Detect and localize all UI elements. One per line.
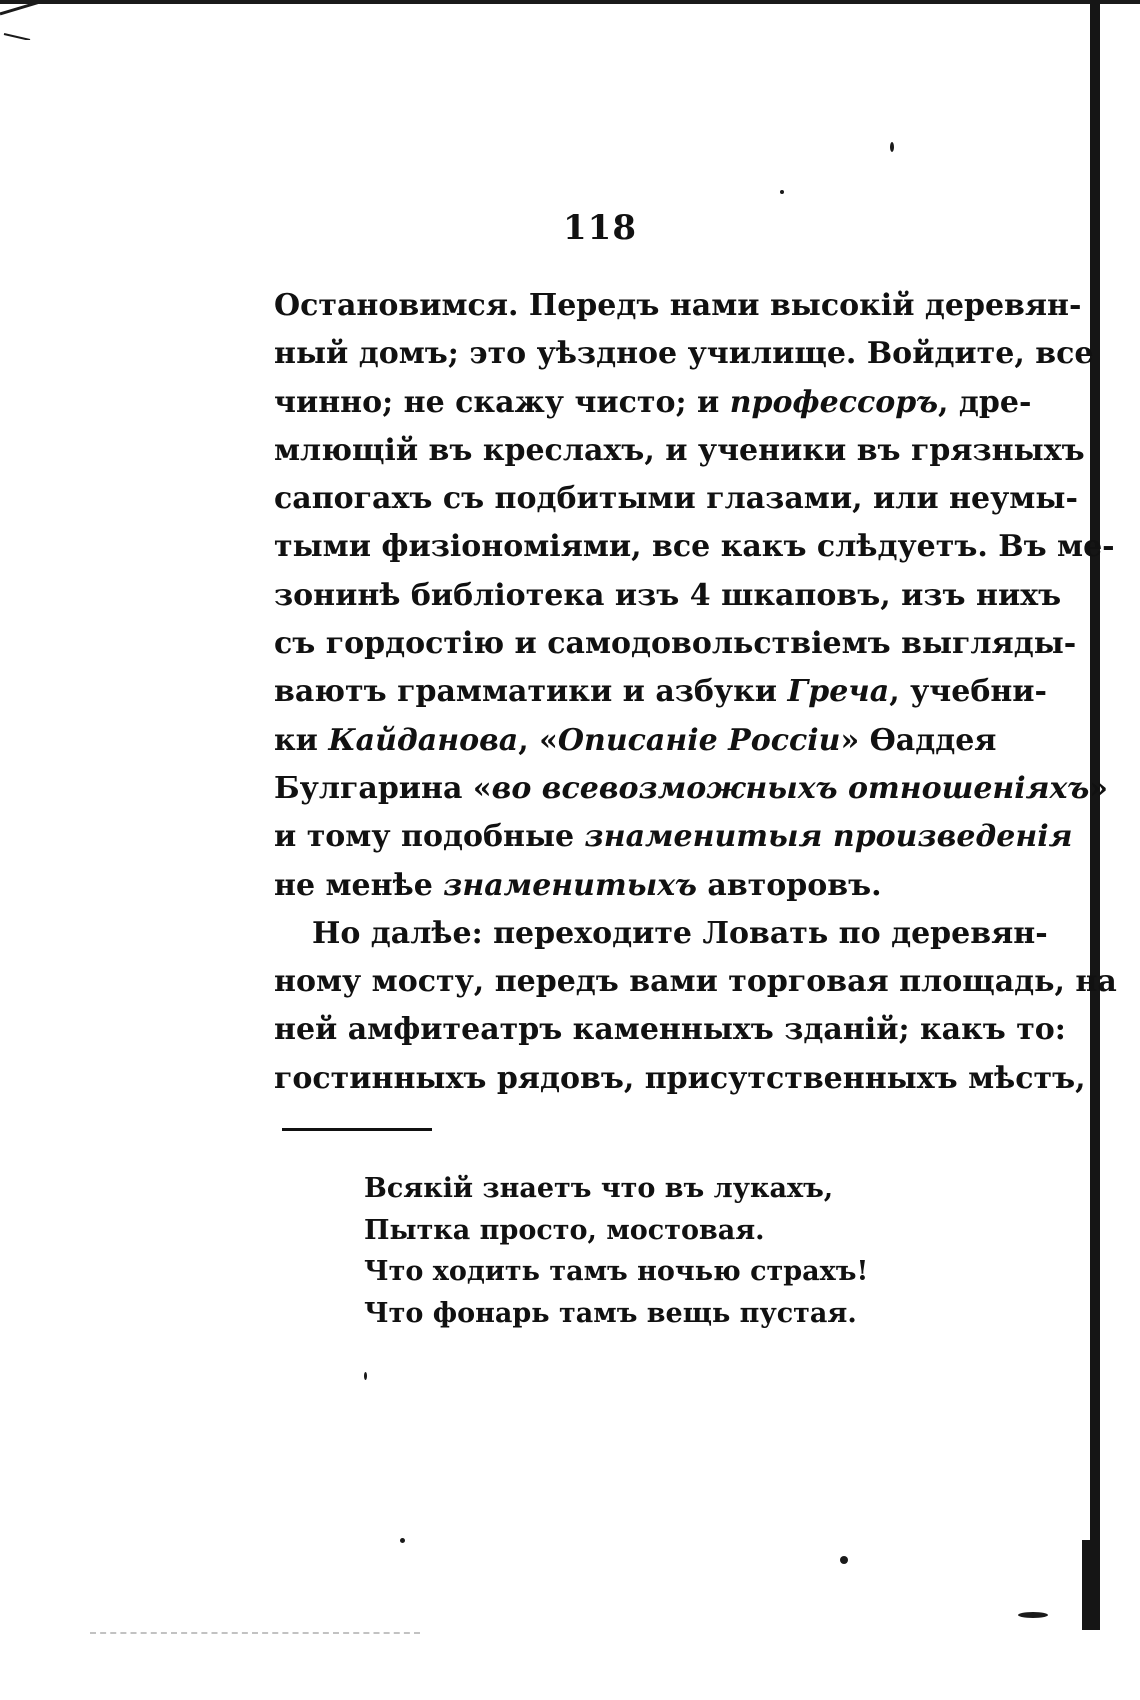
text-line: [274, 330, 1094, 378]
scan-speck: [840, 1556, 848, 1564]
text-segment: » Ѳаддея: [840, 722, 997, 758]
text-segment: , учебни-: [889, 674, 1047, 710]
text-line: [274, 1006, 1066, 1054]
text-segment: съ гордостію и самодовольствіемъ выгляды-: [274, 626, 1077, 662]
text-segment: Булгарина «: [274, 770, 492, 806]
text-segment: авторовъ.: [696, 867, 882, 903]
footnote-line: Что ходить тамъ ночью страхъ!: [364, 1256, 869, 1287]
footnote-line: Всякій знаетъ что въ лукахъ,: [364, 1173, 834, 1204]
text-segment: ней амфитеатръ каменныхъ зданій; какъ то:: [274, 1012, 1066, 1048]
footnote-line: Пытка просто, мостовая.: [364, 1214, 765, 1246]
scan-bottom-smudge: [90, 1632, 420, 1636]
text-line: [274, 813, 1073, 861]
italic-text-segment: Описаніе Россіи: [557, 722, 841, 758]
scan-speck: [400, 1538, 405, 1543]
text-line: [274, 1055, 1086, 1103]
text-segment: не менѣе: [274, 867, 444, 903]
text-segment: ному мосту, передъ вами торговая площадь, на: [274, 964, 1117, 1000]
italic-text-segment: знаменитыхъ: [443, 867, 697, 903]
italic-text-segment: знаменитыя произведенія: [584, 819, 1073, 855]
text-segment: »: [1089, 770, 1109, 806]
italic-text-segment: во всевозможныхъ отношеніяхъ: [491, 770, 1090, 806]
text-segment: чинно; не скажу чисто; и: [274, 384, 730, 420]
text-segment: Остановимся. Передъ нами высокій деревян-: [274, 288, 1082, 323]
page-number: 118: [563, 208, 637, 248]
scan-edge-top: [0, 0, 1140, 4]
text-segment: гостинныхъ рядовъ, присутственныхъ мѣстъ,: [274, 1060, 1086, 1096]
text-segment: Но далѣе: переходите Ловать по деревян-: [312, 915, 1048, 951]
text-segment: сапогахъ съ подбитыми глазами, или неумы-: [274, 481, 1078, 517]
italic-text-segment: Кайданова: [328, 722, 519, 758]
text-line: [274, 765, 1109, 813]
text-segment: зонинѣ библіотека изъ 4 шкаповъ, изъ нихъ: [274, 577, 1062, 613]
scan-speck: [890, 142, 894, 152]
text-segment: ный домъ; это уѣздное училище. Войдите, все: [274, 336, 1094, 372]
text-segment: ки: [274, 722, 329, 758]
scan-speck: [1018, 1612, 1048, 1618]
text-line: [274, 717, 997, 765]
footnote-line: Что фонарь тамъ вещь пустая.: [364, 1297, 857, 1329]
italic-text-segment: профессоръ: [729, 384, 939, 420]
text-segment: , «: [518, 722, 558, 758]
footnote-separator-rule: [282, 1128, 432, 1131]
text-segment: тыми физіономіями, все какъ слѣдуетъ. Въ ме-: [274, 529, 1115, 565]
text-line: [274, 427, 1085, 475]
text-line: [274, 958, 1117, 1006]
text-line: [274, 620, 1077, 668]
text-line: [274, 523, 1115, 571]
scan-speck: [780, 190, 784, 194]
text-line: [274, 282, 1082, 330]
text-line: [274, 910, 1048, 958]
text-segment: , дре-: [938, 384, 1032, 420]
footnote-verse: [364, 1168, 868, 1334]
text-line: [274, 572, 1062, 620]
italic-text-segment: Греча: [787, 674, 890, 710]
text-line: [274, 668, 1047, 716]
main-text-body: [274, 282, 1117, 1103]
text-line: [274, 862, 934, 910]
text-segment: млющій въ креслахъ, и ученики въ грязныхъ: [274, 432, 1085, 468]
text-segment: и тому подобные: [274, 819, 585, 855]
scan-edge-right-lower: [1082, 1540, 1100, 1630]
text-segment: ваютъ грамматики и азбуки: [274, 674, 788, 710]
scan-corner-mark: [0, 0, 60, 40]
text-line: [274, 475, 1078, 523]
text-line: [274, 379, 1032, 427]
scan-speck: [364, 1372, 367, 1380]
